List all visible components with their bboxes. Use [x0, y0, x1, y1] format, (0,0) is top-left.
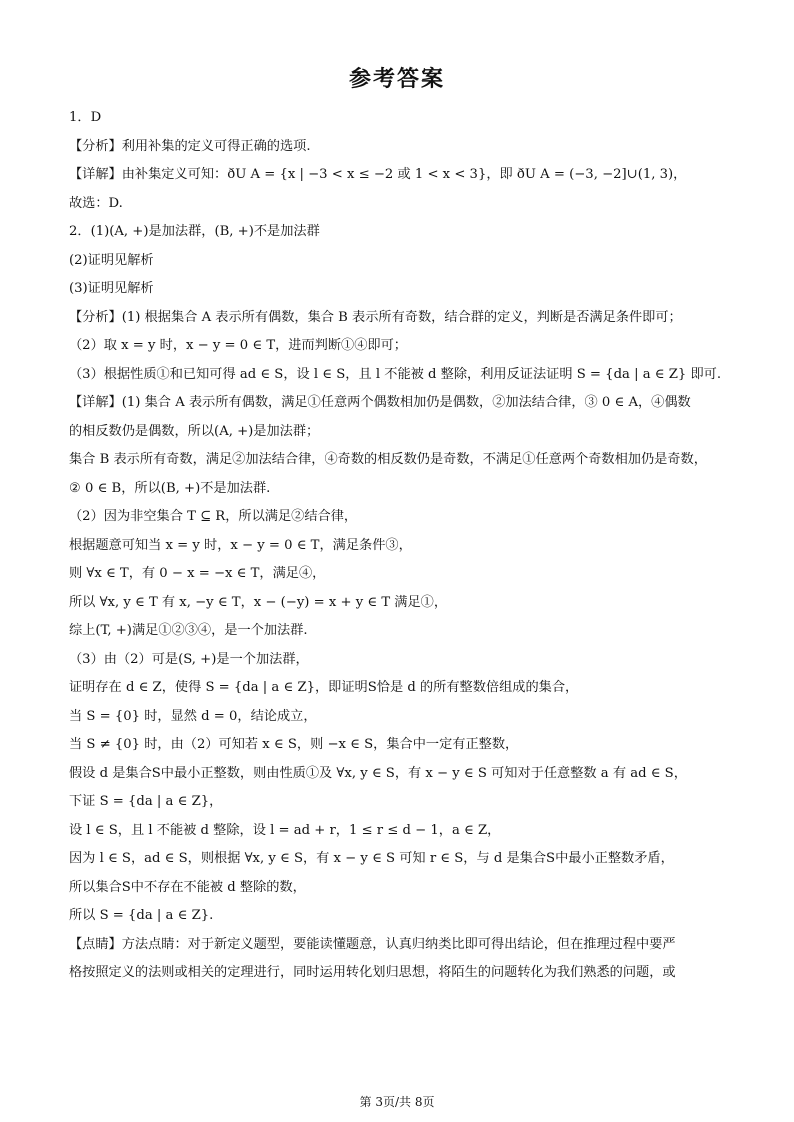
text-line: 【详解】由补集定义可知：ðU A = {x | −3 < x ≤ −2 或 1 < x < 3}，即 ðU A = (−3, −2]∪(1, 3)， — [69, 167, 687, 182]
text-line: 【点睛】方法点睛：对于新定义题型，要能读懂题意，认真归纳类比即可得出结论，但在推理过程中要严 — [69, 936, 676, 952]
text-line: 故选：D. — [69, 195, 123, 211]
text-line: 格按照定义的法则或相关的定理进行，同时运用转化划归思想，将陌生的问题转化为我们熟悉的问题，或 — [69, 965, 676, 980]
text-line: 的相反数仍是偶数，所以(A, +)是加法群； — [69, 423, 320, 439]
text-line: 假设 d 是集合S中最小正整数，则由性质①及 ∀x, y ∈ S，有 x − y ∈ S 可知对于任意整数 a 有 ad ∈ S， — [69, 765, 687, 781]
text-line: （3）根据性质①和已知可得 ad ∈ S，设 l ∈ S，且 l 不能被 d 整除，利用反证法证明 S = {da | a ∈ Z} 即可. — [69, 366, 722, 382]
text-line: 设 l ∈ S，且 l 不能被 d 整除，设 l = ad + r，1 ≤ r ≤ d − 1，a ∈ Z， — [69, 822, 501, 838]
text-line: 集合 B 表示所有奇数，满足②加法结合律，④奇数的相反数仍是奇数，不满足①任意两个奇数相加仍是奇数， — [69, 452, 707, 467]
text-line: 根据题意可知当 x = y 时，x − y = 0 ∈ T，满足条件③， — [69, 537, 412, 553]
text-line: 所以 S = {da | a ∈ Z}. — [69, 908, 214, 923]
page-title: 参考答案 — [348, 67, 445, 92]
text-line: 综上(T, +)满足①②③④，是一个加法群. — [69, 623, 308, 638]
text-line: （3）由（2）可是(S, +)是一个加法群， — [69, 651, 309, 667]
text-line: （2）取 x = y 时，x − y = 0 ∈ T，进而判断①④即可； — [69, 338, 407, 353]
answer-content — [69, 104, 729, 988]
text-line: 当 S = {0} 时，显然 d = 0，结论成立， — [69, 708, 317, 724]
text-line: 所以 ∀x, y ∈ T 有 x, −y ∈ T，x − (−y) = x + y ∈ T 满足①， — [69, 594, 448, 610]
text-line: 【分析】利用补集的定义可得正确的选项. — [69, 138, 311, 154]
text-line: 因为 l ∈ S，ad ∈ S，则根据 ∀x, y ∈ S，有 x − y ∈ S 可知 r ∈ S，与 d 是集合S中最小正整数矛盾， — [69, 851, 674, 866]
text-line: （2）因为非空集合 T ⊆ R，所以满足②结合律， — [69, 509, 358, 524]
text-line: 【详解】(1) 集合 A 表示所有偶数，满足①任意两个偶数相加仍是偶数，②加法结合律，③ 0 ∈ A，④偶数 — [69, 395, 691, 410]
text-line: 2．(1)(A, +)是加法群，(B, +)不是加法群 — [69, 224, 320, 239]
text-line: (3)证明见解析 — [69, 281, 154, 296]
text-line: 则 ∀x ∈ T，有 0 − x = −x ∈ T，满足④， — [69, 566, 326, 581]
text-line: (2)证明见解析 — [69, 252, 154, 268]
text-line: 1．D — [69, 110, 102, 125]
text-line: ② 0 ∈ B，所以(B, +)不是加法群. — [69, 480, 271, 496]
text-line: 下证 S = {da | a ∈ Z}， — [69, 794, 223, 809]
text-line: 【分析】(1) 根据集合 A 表示所有偶数，集合 B 表示所有奇数，结合群的定义，判断是否满足条件即可； — [69, 309, 682, 325]
page-number: 第 3页/共 8页 — [359, 1095, 435, 1109]
text-line: 当 S ≠ {0} 时，由（2）可知若 x ∈ S，则 −x ∈ S，集合中一定有正整数， — [69, 737, 519, 752]
text-line: 所以集合S中不存在不能被 d 整除的数， — [69, 879, 306, 895]
text-line: 证明存在 d ∈ Z，使得 S = {da | a ∈ Z}，即证明S恰是 d 的所有整数倍组成的集合， — [69, 680, 579, 695]
